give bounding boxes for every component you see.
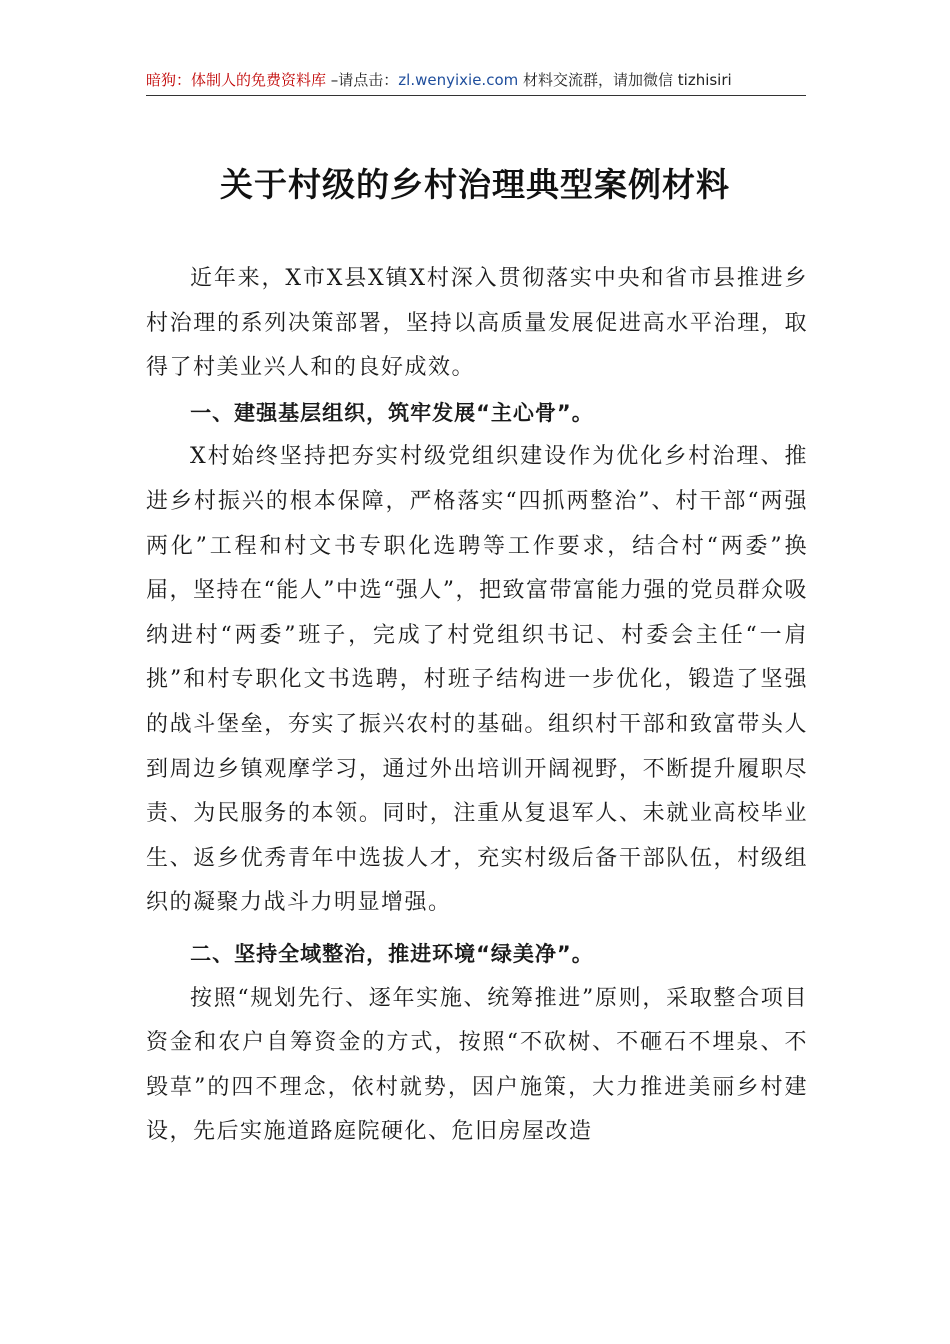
document-title: 关于村级的乡村治理典型案例材料 (220, 165, 730, 204)
section-paragraph-2: 按照“规划先行、逐年实施、统筹推进”原则，采取整合项目资金和农户自筹资金的方式，按照“不砍树、不砸石不埋泉、不毁草”的四不理念，依村就势，因户施策，大力推进美丽乡村建设，先后实施道路庭院硬化、危旧房屋改造 (146, 985, 808, 1145)
header-divider (146, 95, 806, 96)
section-paragraph-1: X村始终坚持把夯实村级党组织建设作为优化乡村治理、推进乡村振兴的根本保障，严格落实“四抓两整治”、村干部“两强两化”工程和村文书专职化选聘等工作要求，结合村“两委”换届，坚持在“能人”中选“强人”，把致富带富能力强的党员群众吸纳进村“两委”班子，完成了村党组织书记、村委会主任“一肩挑”和村专职化文书选聘，村班子结构进一步优化，锻造了坚强的战斗堡垒，夯实了振兴农村的基础。组织村干部和致富带头人到周边乡镇观摩学习，通过外出培训开阔视野，不断提升履职尽责、为民服务的本领。同时，注重从复退军人、未就业高校毕业生、返乡优秀青年中选拔人才，充实村级后备干部队伍，村级组织的凝聚力战斗力明显增强。 (146, 444, 808, 916)
header-site-name: 暗狗：体制人的免费资料库 (146, 71, 327, 89)
section-heading-1: 一、建强基层组织，筑牢发展“主心骨”。 (190, 400, 594, 425)
header-site-link[interactable]: zl.wenyixie.com (398, 71, 519, 89)
section-heading-2: 二、坚持全域整治，推进环境“绿美净”。 (190, 941, 594, 966)
intro-paragraph: 近年来，X市X县X镇X村深入贯彻落实中央和省市县推进乡村治理的系列决策部署，坚持以高质量发展促进高水平治理，取得了村美业兴人和的良好成效。 (146, 266, 808, 381)
header-click-prompt: –请点击： (326, 71, 399, 89)
header-wechat-note: 材料交流群，请加微信 tizhisiri (518, 71, 732, 89)
document-body (146, 257, 808, 1155)
page-header (146, 66, 806, 94)
